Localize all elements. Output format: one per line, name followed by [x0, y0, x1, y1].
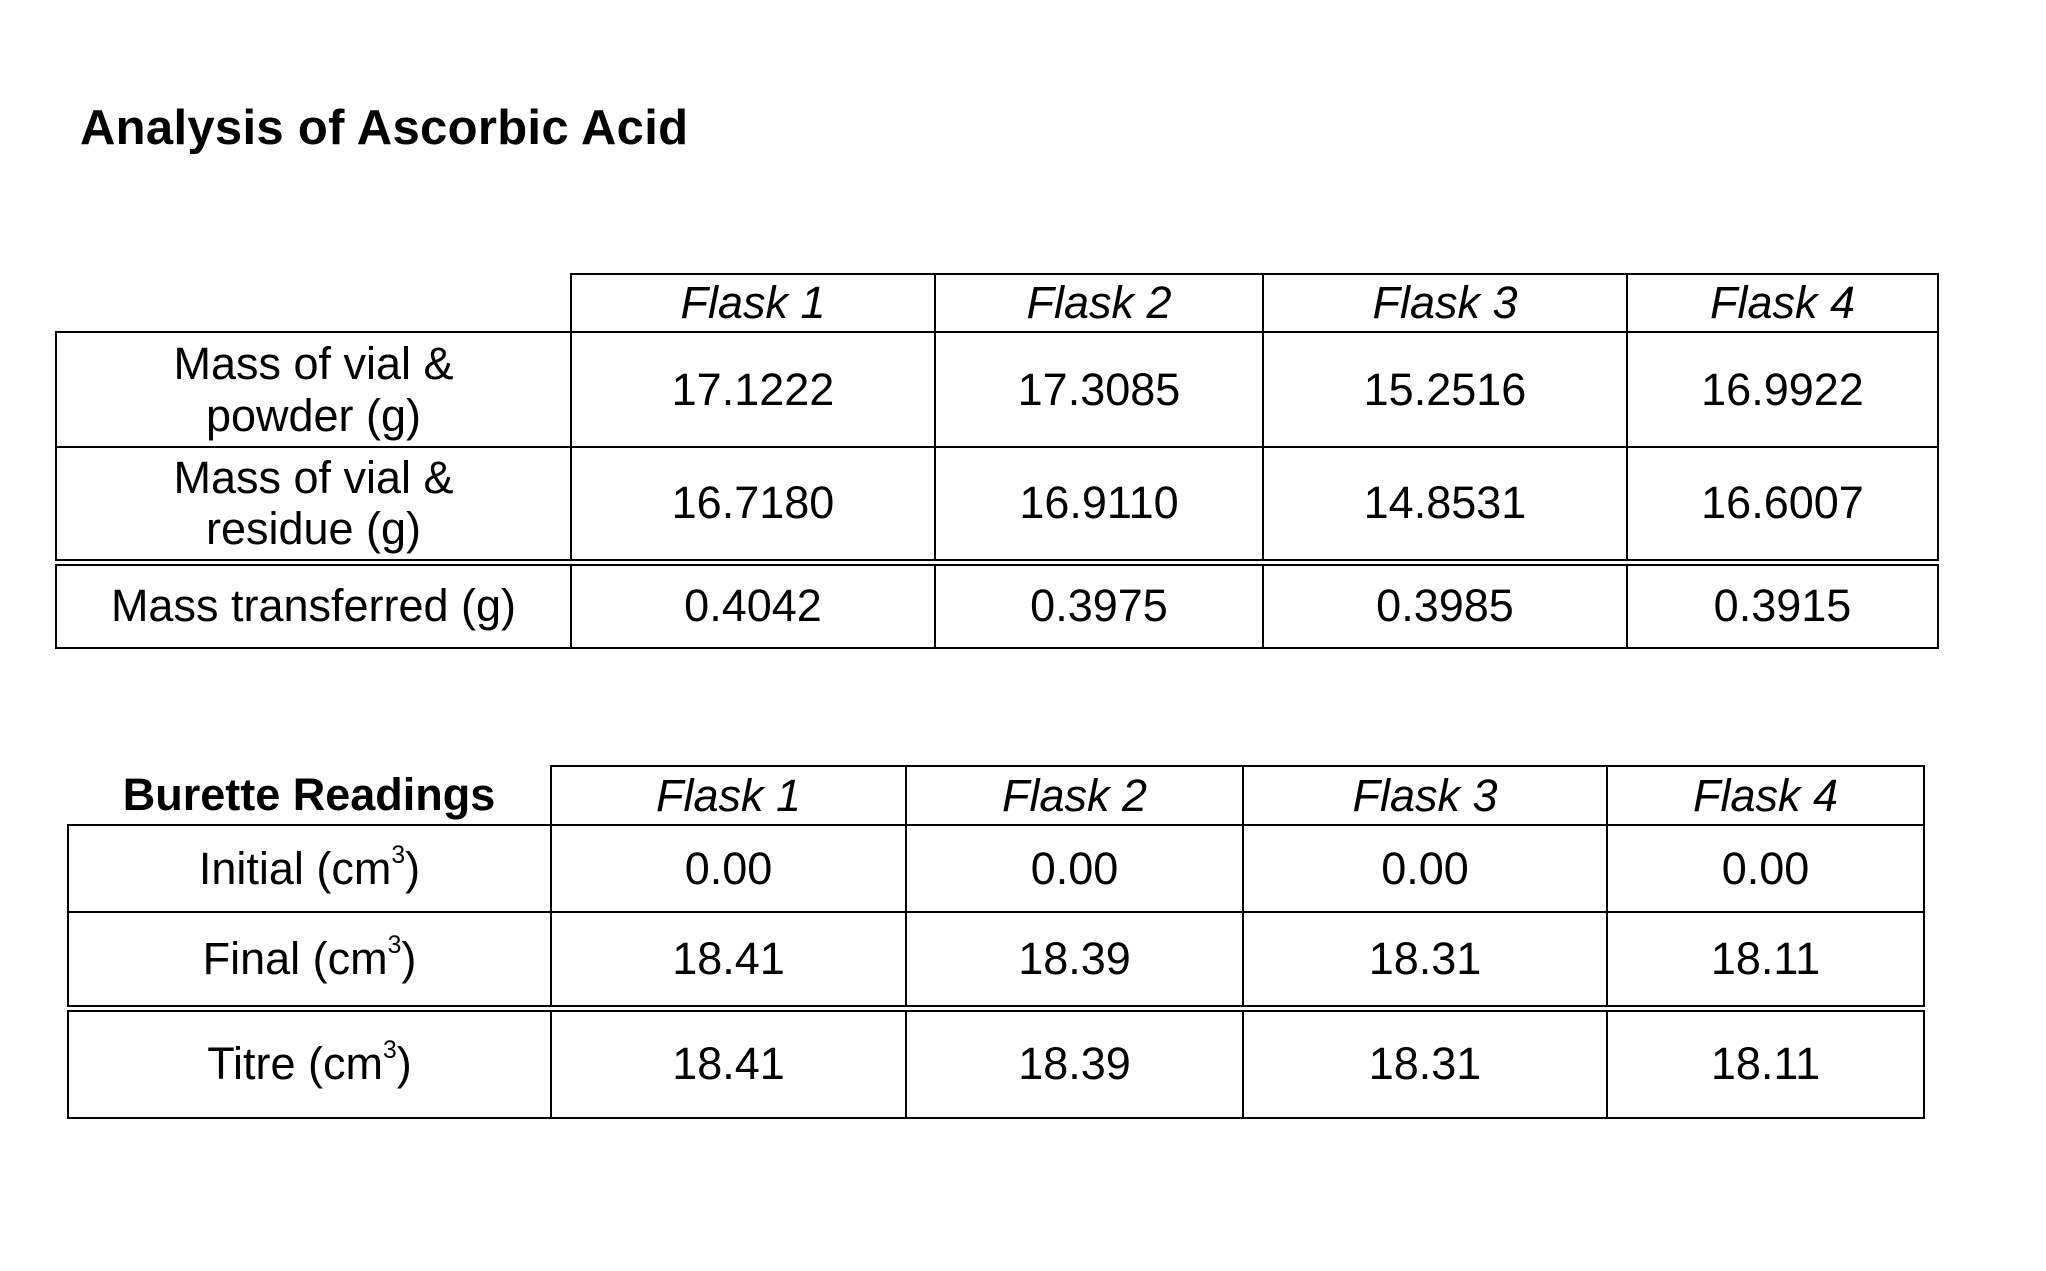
table-cell: 16.6007 [1627, 447, 1938, 562]
corner-cell [68, 766, 551, 825]
table-cell: 0.4042 [571, 562, 935, 648]
table-cell: 15.2516 [1263, 332, 1627, 447]
table-cell: 18.41 [551, 1008, 906, 1118]
burette-table [67, 765, 1925, 1119]
row-label: Mass of vial & powder (g) [56, 332, 571, 447]
table-cell: 16.7180 [571, 447, 935, 562]
column-header: Flask 4 [1627, 274, 1938, 332]
table-header-row [68, 766, 1924, 825]
column-header: Flask 1 [551, 766, 906, 825]
table-cell: 18.41 [551, 912, 906, 1008]
table-cell: 16.9922 [1627, 332, 1938, 447]
table-cell: 0.00 [906, 825, 1243, 912]
table-cell: 16.9110 [935, 447, 1263, 562]
table-row [56, 447, 1938, 562]
table-cell: 18.39 [906, 912, 1243, 1008]
mass-table [55, 273, 1939, 649]
table-row [68, 912, 1924, 1008]
table-cell: 0.00 [551, 825, 906, 912]
page-title: Analysis of Ascorbic Acid [80, 101, 689, 155]
row-label: Final $(cm^3)$ [68, 912, 551, 1008]
table-row [68, 825, 1924, 912]
table-row [56, 332, 1938, 447]
unit-superscript: 3 [391, 841, 406, 869]
table-row [56, 562, 1938, 648]
row-label: Initial $(cm^3)$ [68, 825, 551, 912]
table-cell: 0.00 [1243, 825, 1607, 912]
table-cell: 18.39 [906, 1008, 1243, 1118]
burette-readings-label: Burette Readings [122, 769, 496, 821]
row-label: Mass of vial & residue (g) [56, 447, 571, 562]
table-cell: 18.11 [1607, 912, 1924, 1008]
column-header: Flask 4 [1607, 766, 1924, 825]
table-cell: 17.3085 [935, 332, 1263, 447]
table-header-row [56, 274, 1938, 332]
row-label: Mass transferred (g) [56, 562, 571, 648]
column-header: Flask 2 [906, 766, 1243, 825]
table-cell: 0.3985 [1263, 562, 1627, 648]
corner-cell [56, 274, 571, 332]
table-cell: 0.3915 [1627, 562, 1938, 648]
table-cell: 0.00 [1607, 825, 1924, 912]
column-header: Flask 1 [571, 274, 935, 332]
unit-superscript: 3 [387, 931, 402, 959]
table-cell: 0.3975 [935, 562, 1263, 648]
column-header: Flask 2 [935, 274, 1263, 332]
table-cell: 18.31 [1243, 1008, 1607, 1118]
column-header: Flask 3 [1263, 274, 1627, 332]
column-header: Flask 3 [1243, 766, 1607, 825]
table-cell: 18.31 [1243, 912, 1607, 1008]
table-cell: 17.1222 [571, 332, 935, 447]
table-row [68, 1008, 1924, 1118]
table-cell: 14.8531 [1263, 447, 1627, 562]
table-cell: 18.11 [1607, 1008, 1924, 1118]
row-label: Titre $(cm^3)$ [68, 1008, 551, 1118]
unit-superscript: 3 [383, 1037, 397, 1065]
